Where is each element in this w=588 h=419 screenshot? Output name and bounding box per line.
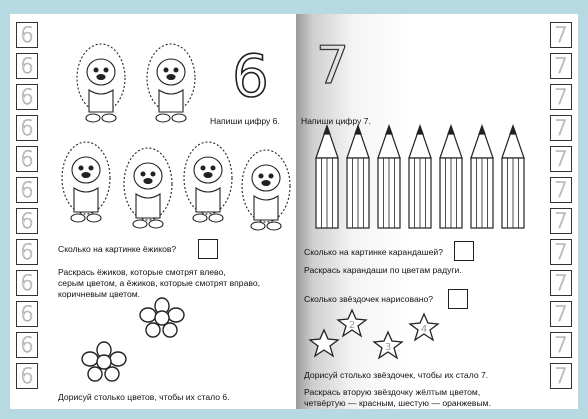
digit-7-trace-box[interactable] bbox=[550, 177, 572, 203]
flower-draw-instruction: Дорисуй столько цветов, чтобы их стало 6. bbox=[58, 392, 230, 402]
digit-7-trace-digit: 7 bbox=[554, 115, 568, 140]
digit-7-trace-box[interactable] bbox=[550, 84, 572, 110]
right-page bbox=[296, 14, 578, 409]
pencil-icon bbox=[409, 126, 431, 228]
digit-7-trace-digit: 7 bbox=[554, 177, 568, 202]
digit-7-trace-box[interactable] bbox=[550, 239, 572, 265]
digit-6-trace-box[interactable] bbox=[16, 239, 38, 265]
stars-color-instruction-1: Раскрась вторую звёздочку жёлтым цветом, bbox=[304, 387, 481, 397]
pencils-illustration bbox=[308, 124, 528, 234]
digit-6-trace-digit: 6 bbox=[20, 84, 34, 109]
digit-7-trace-digit: 7 bbox=[554, 239, 568, 264]
stars-color-instruction-2: четвёртую — красным, шестую — оранжевым. bbox=[304, 398, 491, 408]
digit-7-trace-box[interactable] bbox=[550, 270, 572, 296]
digit-7-trace-box[interactable] bbox=[550, 301, 572, 327]
hedgehog-color-instruction-3: коричневым цветом. bbox=[58, 289, 141, 299]
digit-6-trace-digit: 6 bbox=[20, 22, 34, 47]
digit-7-trace-digit: 7 bbox=[554, 270, 568, 295]
digit-6-trace-digit: 6 bbox=[20, 332, 34, 357]
digit-6-trace-box[interactable] bbox=[16, 301, 38, 327]
pencil-icon bbox=[471, 126, 493, 228]
digit-7-trace-box[interactable] bbox=[550, 53, 572, 79]
digit-6-trace-digit: 6 bbox=[20, 53, 34, 78]
hedgehog-illustration-top bbox=[68, 40, 208, 130]
big-digit-6: 6 bbox=[232, 42, 269, 110]
star-number-2: 2 bbox=[348, 320, 356, 331]
digit-7-trace-digit: 7 bbox=[554, 53, 568, 78]
digit-6-trace-digit: 6 bbox=[20, 363, 34, 388]
digit-6-trace-box[interactable] bbox=[16, 363, 38, 389]
right-trace-column bbox=[550, 22, 572, 389]
digit-6-trace-digit: 6 bbox=[20, 146, 34, 171]
write-instruction-6: Напиши цифру 6. bbox=[210, 116, 280, 126]
digit-7-trace-box[interactable] bbox=[550, 22, 572, 48]
pencil-color-instruction: Раскрась карандаши по цветам радуги. bbox=[304, 265, 462, 275]
digit-6-trace-digit: 6 bbox=[20, 177, 34, 202]
write-instruction-7: Напиши цифру 7. bbox=[301, 116, 371, 126]
digit-6-trace-box[interactable] bbox=[16, 53, 38, 79]
stars-count-answer-box[interactable] bbox=[448, 289, 468, 309]
left-page bbox=[10, 14, 296, 409]
digit-6-trace-box[interactable] bbox=[16, 332, 38, 358]
digit-6-trace-box[interactable] bbox=[16, 22, 38, 48]
digit-7-trace-digit: 7 bbox=[554, 84, 568, 109]
star-icon-1 bbox=[310, 330, 338, 356]
hedgehog-color-instruction-2: серым цветом, а ёжиков, которые смотрят вправо, bbox=[58, 278, 260, 288]
pencil-icon bbox=[502, 126, 524, 228]
digit-6-trace-box[interactable] bbox=[16, 84, 38, 110]
pencil-icon bbox=[316, 126, 338, 228]
big-digit-7: 7 bbox=[316, 36, 350, 96]
stars-count-question: Сколько звёздочек нарисовано? bbox=[304, 294, 434, 304]
digit-7-trace-box[interactable] bbox=[550, 363, 572, 389]
digit-7-trace-digit: 7 bbox=[554, 363, 568, 388]
digit-6-trace-digit: 6 bbox=[20, 301, 34, 326]
digit-6-trace-digit: 6 bbox=[20, 115, 34, 140]
pencil-icon bbox=[347, 126, 369, 228]
digit-7-trace-box[interactable] bbox=[550, 146, 572, 172]
hedgehog-count-answer-box[interactable] bbox=[198, 239, 218, 259]
star-number-3: 3 bbox=[384, 342, 392, 353]
digit-7-trace-digit: 7 bbox=[554, 301, 568, 326]
digit-7-trace-box[interactable] bbox=[550, 332, 572, 358]
digit-7-trace-digit: 7 bbox=[554, 22, 568, 47]
flower-icon-1 bbox=[140, 298, 184, 338]
digit-6-trace-box[interactable] bbox=[16, 270, 38, 296]
digit-7-trace-box[interactable] bbox=[550, 208, 572, 234]
pencil-icon bbox=[440, 126, 462, 228]
digit-6-trace-box[interactable] bbox=[16, 208, 38, 234]
hedgehog-color-instruction-1: Раскрась ёжиков, которые смотрят влево, bbox=[58, 267, 226, 277]
digit-6-trace-digit: 6 bbox=[20, 239, 34, 264]
digit-6-trace-digit: 6 bbox=[20, 208, 34, 233]
digit-7-trace-digit: 7 bbox=[554, 208, 568, 233]
digit-7-trace-digit: 7 bbox=[554, 332, 568, 357]
pencil-count-answer-box[interactable] bbox=[454, 241, 474, 261]
hedgehog-illustration-bottom bbox=[60, 132, 300, 232]
digit-6-trace-box[interactable] bbox=[16, 177, 38, 203]
stars-draw-instruction: Дорисуй столько звёздочек, чтобы их стало 7. bbox=[304, 370, 489, 380]
pencil-count-question: Сколько на картинке карандашей? bbox=[304, 247, 443, 257]
flower-icon-2 bbox=[82, 342, 126, 382]
digit-6-trace-digit: 6 bbox=[20, 270, 34, 295]
digit-6-trace-box[interactable] bbox=[16, 115, 38, 141]
stars-illustration bbox=[304, 310, 454, 370]
book-spread bbox=[10, 14, 578, 409]
digit-7-trace-box[interactable] bbox=[550, 115, 572, 141]
left-trace-column bbox=[16, 22, 38, 389]
digit-6-trace-box[interactable] bbox=[16, 146, 38, 172]
pencil-icon bbox=[378, 126, 400, 228]
digit-7-trace-digit: 7 bbox=[554, 146, 568, 171]
hedgehog-count-question: Сколько на картинке ёжиков? bbox=[58, 244, 177, 254]
star-number-4: 4 bbox=[420, 324, 428, 335]
